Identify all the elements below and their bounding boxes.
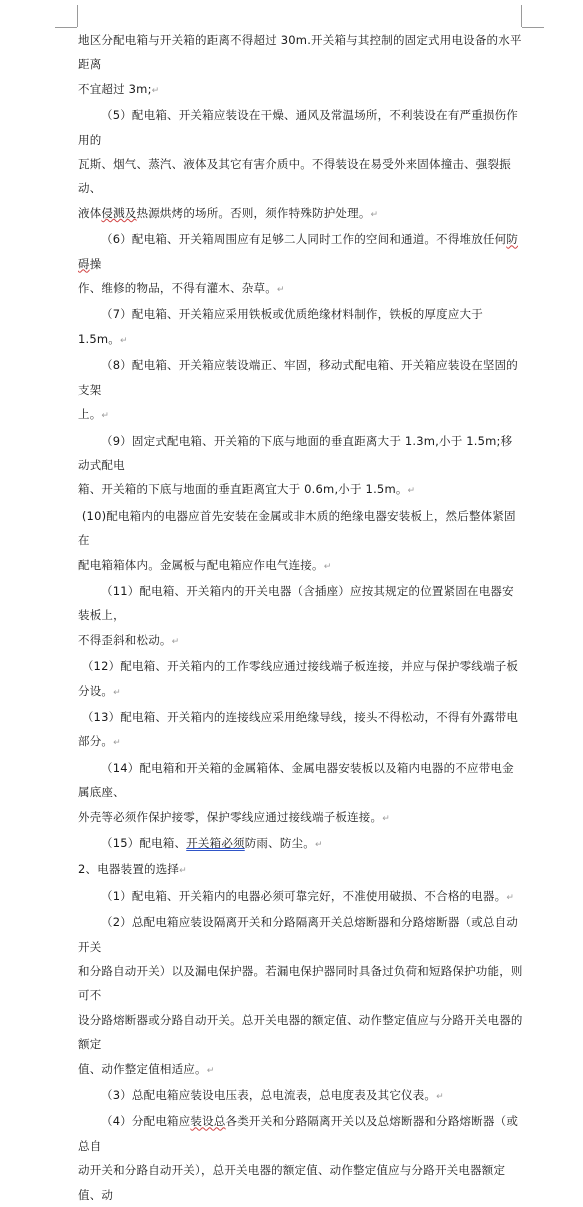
paragraph-mark-icon: ↵ <box>113 738 121 749</box>
paragraph-line <box>78 276 524 302</box>
line-text: 瓦斯、烟气、蒸汽、液体及其它有害介质中。不得装设在易受外来固体撞击、强裂振动、 <box>78 157 511 196</box>
line-text: 外壳等必须作保护接零，保护零线应通过接线端子板连接。 <box>78 809 383 824</box>
line-text: （7）配电箱、开关箱应采用铁板或优质绝缘材料制作，铁板的厚度应大于 1.5m。 <box>78 307 487 346</box>
document-body <box>78 28 524 1207</box>
paragraph-mark-icon: ↵ <box>206 1065 215 1076</box>
paragraph-line <box>78 77 524 103</box>
line-text: （12）配电箱、开关箱内的工作零线应通过接线端子板连接，并应与保护零线端子板分设。 <box>78 659 519 698</box>
crop-mark-top-left-vertical <box>77 5 78 27</box>
crop-mark-top-left-horizontal <box>55 27 77 28</box>
crop-mark-top-right-vertical <box>521 5 522 27</box>
paragraph-line <box>78 201 524 227</box>
paragraph-mark-icon: ↵ <box>101 411 110 422</box>
paragraph-line <box>78 1158 524 1207</box>
marked-text: 防碍 <box>78 232 519 271</box>
line-text: （2）总配电箱应装设隔离开关和分路隔离开关总熔断器和分路熔断器（或总自动开关 <box>78 915 519 954</box>
paragraph-line <box>78 1109 524 1158</box>
line-text: （3）总配电箱应装设电压表，总电流表，总电度表及其它仪表。 <box>101 1088 437 1103</box>
paragraph-mark-icon: ↵ <box>382 813 390 824</box>
line-text: 热源烘烤的场所。否则，须作特殊防护处理。 <box>136 205 371 220</box>
paragraph-mark-icon: ↵ <box>436 1092 444 1103</box>
paragraph-mark-icon: ↵ <box>370 209 379 220</box>
paragraph-line <box>78 402 524 428</box>
line-text: （15）配电箱、 <box>101 836 187 850</box>
paragraph-line <box>78 553 524 579</box>
line-text: （14）配电箱和开关箱的金属箱体、金属电器安装板以及箱内电器的不应带电金属底座、 <box>78 760 514 800</box>
paragraph-line <box>78 654 524 705</box>
paragraph-line <box>78 103 524 152</box>
line-text: 各类开关和分路隔离开关以及总熔断器和分路熔断器（或总自 <box>78 1114 519 1153</box>
line-text: 设分路熔断器或分路自动开关。总开关电器的额定值、动作整定值应与分路开关电器的额定 <box>78 1012 523 1052</box>
paragraph-mark-icon: ↵ <box>407 486 416 497</box>
paragraph-line <box>78 857 524 883</box>
paragraph-line <box>78 1008 524 1057</box>
paragraph-mark-icon: ↵ <box>276 285 285 296</box>
line-text: 配电箱箱体内。金属板与配电箱应作电气连接。 <box>78 557 324 572</box>
paragraph-line <box>78 959 524 1008</box>
line-text: 不得歪斜和松动。 <box>78 632 172 647</box>
line-text: （13）配电箱、开关箱内的连接线应采用绝缘导线，接头不得松动，不得有外露带电部分。 <box>78 709 519 749</box>
paragraph-line <box>78 477 524 503</box>
paragraph-line <box>78 429 524 478</box>
paragraph-mark-icon: ↵ <box>171 636 180 647</box>
paragraph-line <box>78 1083 524 1109</box>
marked-text: 装设总 <box>190 1114 226 1129</box>
paragraph-mark-icon: ↵ <box>179 866 187 877</box>
paragraph-mark-icon: ↵ <box>113 687 121 698</box>
line-text: 地区分配电箱与开关箱的距离不得超过 30m.开关箱与其控制的固定式用电设备的水平距离 <box>78 33 522 72</box>
line-text: 和分路自动开关）以及漏电保护器。若漏电保护器同时具备过负荷和短路保护功能，则可不 <box>78 964 523 1003</box>
paragraph-line <box>78 756 524 805</box>
line-text: 不宜超过 3m; <box>78 81 152 96</box>
paragraph-line <box>78 504 524 553</box>
line-text: 液体 <box>78 205 102 220</box>
line-text: 操 <box>89 256 102 271</box>
line-text: （1）配电箱、开关箱内的电器必须可靠完好，不准使用破损、不合格的电器。 <box>101 888 507 903</box>
line-text: （5）配电箱、开关箱应装设在干燥、通风及常温场所，不利装设在有严重损伤作用的 <box>78 108 519 147</box>
paragraph-line <box>78 28 524 77</box>
paragraph-line <box>78 805 524 831</box>
line-text: （6）配电箱、开关箱周围应有足够二人同时工作的空间和通道。不得堆放任何 <box>101 232 507 247</box>
paragraph-line <box>78 831 524 857</box>
line-text: 箱、开关箱的下底与地面的垂直距离宜大于 0.6m,小于 1.5m。 <box>78 482 408 497</box>
paragraph-line <box>78 227 524 276</box>
line-text: (10)配电箱内的电器应首先安装在金属或非木质的绝缘电器安装板上，然后整体紧固在 <box>78 508 516 548</box>
paragraph-line <box>78 628 524 654</box>
paragraph-mark-icon: ↵ <box>323 561 332 572</box>
marked-text: 开关箱必须 <box>186 836 245 850</box>
marked-text: 侵溅及 <box>101 205 137 220</box>
paragraph-line <box>78 1057 524 1083</box>
line-text: 作、维修的物品，不得有灌木、杂草。 <box>78 281 277 296</box>
paragraph-line <box>78 579 524 628</box>
paragraph-mark-icon: ↵ <box>314 840 323 850</box>
line-text: （4）分配电箱应 <box>101 1114 191 1129</box>
line-text: 值、动作整定值相适应。 <box>78 1061 207 1076</box>
line-text: （8）配电箱、开关箱应装设端正、牢固，移动式配电箱、开关箱应装设在坚固的支架 <box>78 358 519 397</box>
crop-mark-top-right-horizontal <box>522 27 544 28</box>
paragraph-line <box>78 302 524 353</box>
paragraph-mark-icon: ↵ <box>506 892 515 903</box>
line-text: 上。 <box>78 407 102 422</box>
paragraph-line <box>78 152 524 201</box>
line-text: 防雨、防尘。 <box>244 836 315 850</box>
paragraph-line <box>78 884 524 910</box>
line-text: （11）配电箱、开关箱内的开关电器（含插座）应按其规定的位置紧固在电器安装板上， <box>78 583 514 623</box>
line-text: （9）固定式配电箱、开关箱的下底与地面的垂直距离大于 1.3m,小于 1.5m;移动式配电 <box>78 433 513 472</box>
paragraph-line <box>78 910 524 959</box>
paragraph-mark-icon: ↵ <box>120 335 128 346</box>
line-text: 动开关和分路自动开关），总开关电器的额定值、动作整定值应与分路开关电器额定值、动 <box>78 1163 506 1202</box>
paragraph-line <box>78 705 524 756</box>
paragraph-mark-icon: ↵ <box>151 85 160 96</box>
paragraph-line <box>78 353 524 402</box>
line-text: 2、电器装置的选择 <box>78 862 180 877</box>
